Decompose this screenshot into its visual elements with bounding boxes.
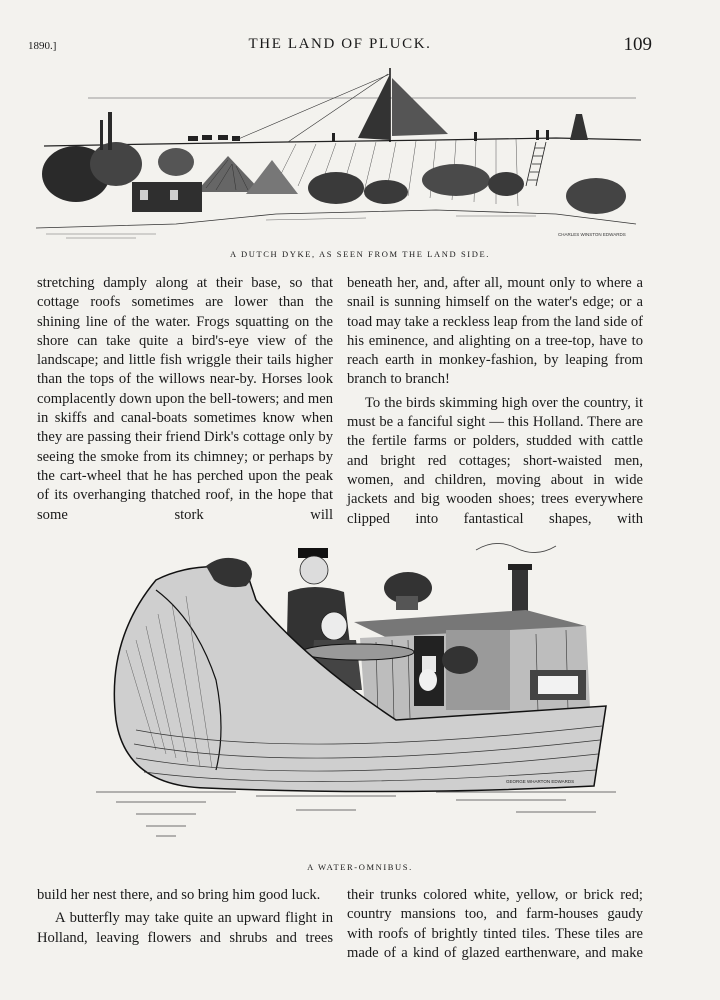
header-title: THE LAND OF PLUCK. (248, 36, 432, 52)
top-illustration-signature: CHARLES WINSTON EDWARDS (558, 232, 626, 237)
page-number: 109 (623, 34, 652, 55)
paragraph: their trunks colored white, yellow, or brick red; country mansions too, and farm-houses gaudy with roofs of brightly tinted tiles. These tiles are made of a kind of glazed earthenware, and make (347, 887, 643, 961)
middle-illustration-signature: GEORGE WHARTON EDWARDS (506, 779, 575, 784)
column-lower-right (347, 886, 643, 963)
header-date: 1890.] (28, 40, 57, 52)
paragraph: A butterfly may take quite an upward flight in Holland, leaving flowers and shrubs and trees (37, 910, 333, 946)
column-upper-left (37, 274, 333, 525)
paragraph: To the birds skimming high over the country, it must be a fanciful sight — this Holland. There are the fertile farms or polders, studded with cattle and bright red cottages; short-waisted men, women, and children, moving about in wide jackets and big wooden shoes; trees everywhere clipped into fantastical shapes, with (347, 394, 643, 527)
dutch-dyke-illustration (36, 64, 646, 244)
paragraph: stretching damply along at their base, so that cottage roofs sometimes are lower than the shining line of the water. Frogs squatting on the shore can take quite a bird's-eye view of the landscape; and little fish wriggle their tails higher than the tops of the willows near-by. Horses look complacently down upon the bell-towers; and men in skiffs and canal-boats sometimes know when they are passing their friend Dirk's cottage only by seeing the smoke from its chimney; or perhaps by the cart-wheel that he has perched upon the peak of its overhanging thatched roof, in the hope that some stork will (37, 275, 333, 523)
column-upper-right (347, 274, 643, 529)
paragraph: beneath her, and, after all, mount only to where a snail is sunning himself on the water's edge; or a toad may take a reckless leap from the land side of his eminence, and alighting on a tree-top, have to reach earth in monkey-fashion, by leaping from branch to branch! (347, 275, 643, 388)
middle-figure-caption: A WATER-OMNIBUS. (307, 862, 413, 872)
running-header (28, 34, 652, 58)
paragraph: build her nest there, and so bring him good luck. (37, 887, 321, 903)
water-omnibus-illustration (96, 530, 626, 855)
column-lower-left (37, 886, 333, 948)
top-figure-caption: A DUTCH DYKE, AS SEEN FROM THE LAND SIDE. (229, 249, 490, 259)
